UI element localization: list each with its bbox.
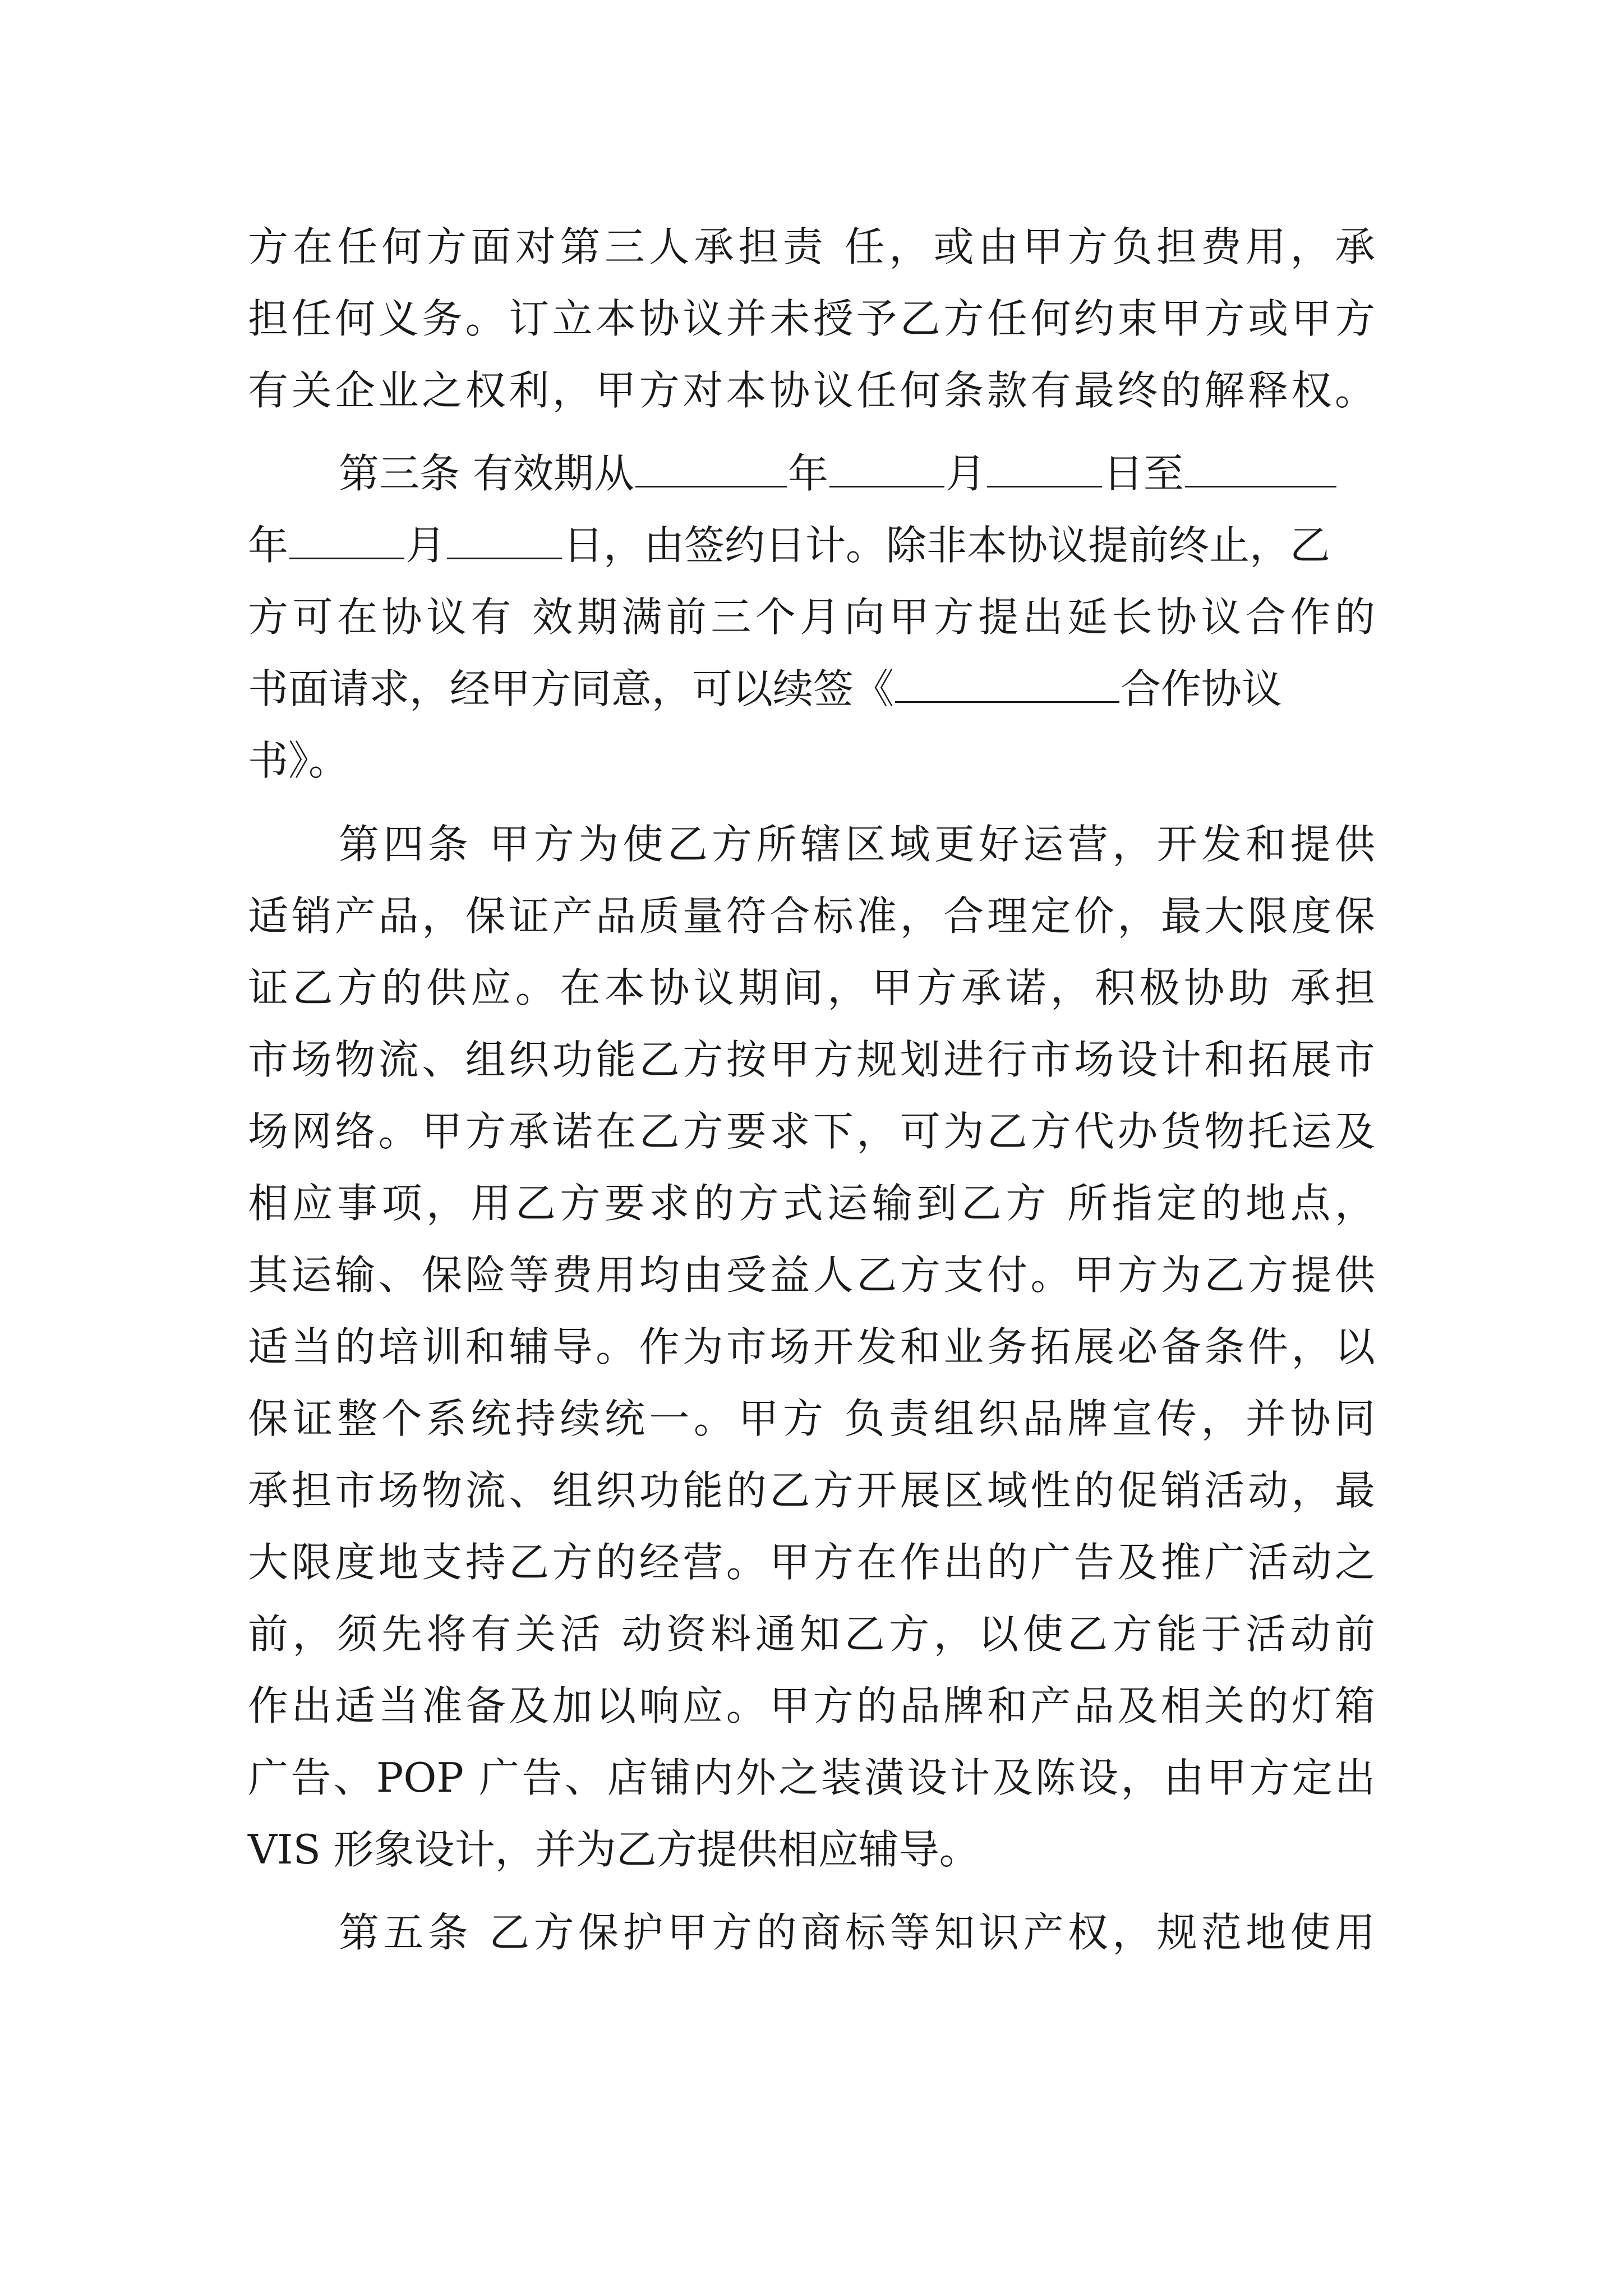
text-line: 适销产品，保证产品质量符合标准，合理定价，最大限度保: [248, 892, 1375, 940]
text-line: VIS 形象设计，并为乙方提供相应辅导。: [248, 1826, 980, 1873]
text-line: 前，须先将有关活 动资料通知乙方，以使乙方能于活动前: [248, 1611, 1375, 1658]
text-line: 相应事项，用乙方要求的方式运输到乙方 所指定的地点，: [248, 1180, 1375, 1227]
article-5-heading-line: 第五条 乙方保护甲方的商标等知识产权，规范地使用: [339, 1909, 1375, 1956]
text-line: 适当的培训和辅导。作为市场开发和业务拓展必备条件，以: [248, 1323, 1375, 1370]
text-line: 大限度地支持乙方的经营。甲方在作出的广告及推广活动之: [248, 1539, 1375, 1586]
text-line: 证乙方的供应。在本协议期间，甲方承诺，积极协助 承担: [248, 964, 1375, 1011]
blank-month: [829, 451, 944, 487]
text-line: 方在任何方面对第三人承担责 任，或由甲方负担费用，承: [248, 223, 1375, 270]
unit-month: 月: [405, 522, 446, 569]
text-line: 其运输、保险等费用均由受益人乙方支付。甲方为乙方提供: [248, 1251, 1375, 1299]
text-line: 广告、POP 广告、店铺内外之装潢设计及陈设，由甲方定出: [248, 1754, 1375, 1801]
article-3-line-2: [248, 509, 1375, 582]
text-line: 书》。: [248, 737, 349, 784]
text-line: 保证整个系统持续统一。甲方 负责组织品牌宣传，并协同: [248, 1395, 1375, 1442]
blank-day: [987, 451, 1102, 487]
text-line: 市场物流、组织功能乙方按甲方规划进行市场设计和拓展市: [248, 1036, 1375, 1083]
blank-month-end: [289, 523, 404, 559]
article-3-line-1: [339, 437, 1375, 510]
text-line: 承担市场物流、组织功能的乙方开展区域性的促销活动，最: [248, 1467, 1375, 1514]
article-4-heading-line: 第四条 甲方为使乙方所辖区域更好运营，开发和提供: [339, 821, 1375, 868]
text-line: 有关企业之权利，甲方对本协议任何条款有最终的解释权。: [248, 367, 1375, 414]
article-3-text: 合作协议: [1121, 665, 1283, 712]
article-3-text: 日，由签约日计。除非本协议提前终止，乙: [563, 522, 1331, 569]
blank-agreement-name: [895, 666, 1119, 703]
unit-year: 年: [248, 522, 289, 569]
unit-month: 月: [945, 450, 986, 497]
article-3-text: 书面请求，经甲方同意，可以续签《: [248, 665, 895, 712]
text-line: 担任何义务。订立本协议并未授予乙方任何约束甲方或甲方: [248, 295, 1375, 342]
text-line: 作出适当准备及加以响应。甲方的品牌和产品及相关的灯箱: [248, 1682, 1375, 1729]
blank-year: [635, 451, 787, 487]
unit-year: 年: [787, 450, 828, 497]
blank-year-end: [1185, 451, 1336, 487]
text-line: 场网络。甲方承诺在乙方要求下，可为乙方代办货物托运及: [248, 1108, 1375, 1155]
blank-day-end: [447, 523, 562, 559]
text-line: 方可在协议有 效期满前三个月向甲方提出延长协议合作的: [248, 593, 1375, 641]
article-3-text: 第三条 有效期从: [339, 450, 634, 497]
unit-day-to: 日至: [1103, 450, 1184, 497]
article-3-line-4: [248, 652, 1375, 725]
